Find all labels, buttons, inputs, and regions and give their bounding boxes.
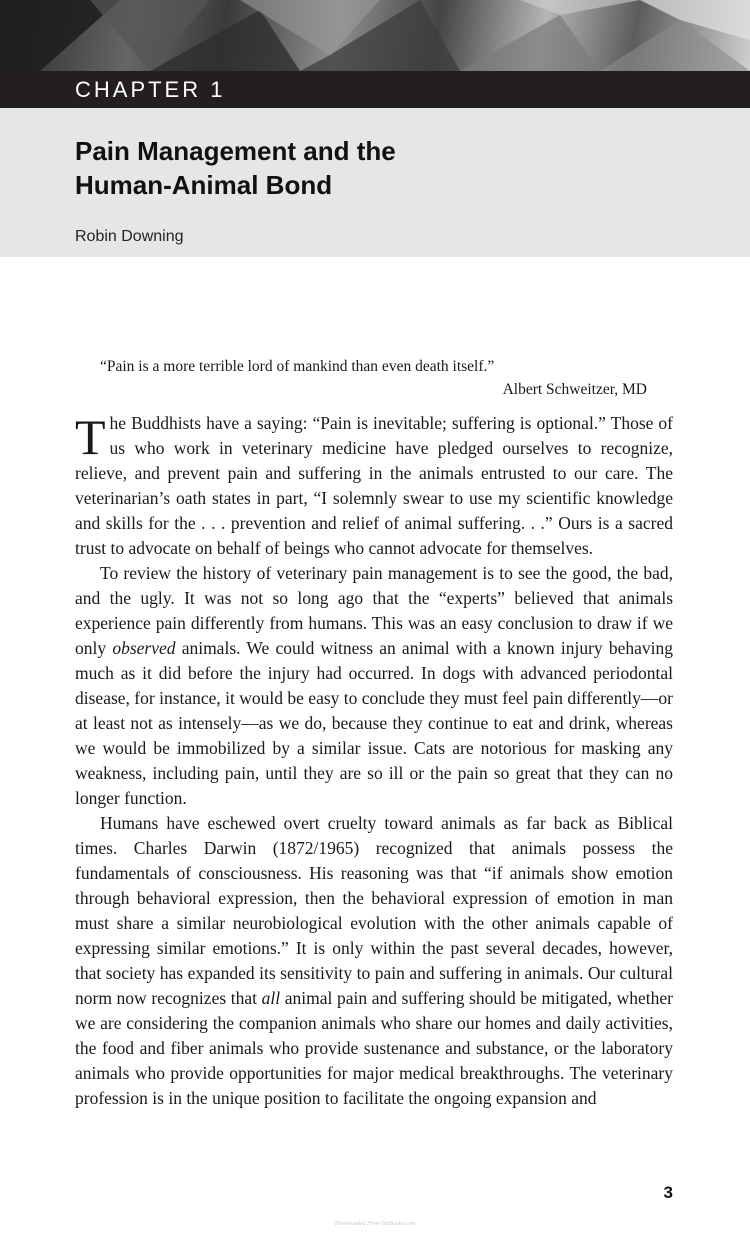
author-name: Robin Downing: [75, 228, 184, 245]
geometric-pattern-icon: [0, 0, 750, 71]
paragraph-1: [75, 411, 673, 561]
epigraph-attribution: Albert Schweitzer, MD: [502, 381, 647, 398]
paragraph-3: [75, 811, 673, 1111]
paragraph-2: [75, 561, 673, 811]
paragraph-3-text-a: Humans have eschewed overt cruelty toward animals as far back as Biblical times. Charles Darwin (1872/1965) recognized that animals possess the fundamentals of consciousness. His reasoning was that “if animals show emotion through behavioral expression, then the behavioral expression of emotion in man must share a similar neurobiological evolution with the other animals capable of expressing similar emotions.” It is only within the past several decades, however, that society has expanded its sensitivity to pain and suffering in animals. Our cultural norm now recognizes that: [75, 813, 673, 1008]
emphasis-observed: observed: [112, 638, 176, 658]
page-number: 3: [663, 1183, 673, 1202]
chapter-banner-graphic: [0, 0, 750, 71]
epigraph-quote: “Pain is a more terrible lord of mankind than even death itself.”: [100, 358, 495, 375]
chapter-title-line-1: Pain Management and the: [75, 136, 396, 166]
chapter-bar: [0, 71, 750, 108]
chapter-body: [75, 411, 673, 1111]
paragraph-1-text: he Buddhists have a saying: “Pain is inevitable; suffering is optional.” Those of us who work in veterinary medicine have pledged ourselves to recognize, relieve, and prevent pain and suffering in the animals entrusted to our care. The veterinarian’s oath states in part, “I solemnly swear to use my scientific knowledge and skills for the . . . prevention and relief of animal suffering. . .” Ours is a sacred trust to advocate on behalf of beings who cannot advocate for themselves.: [75, 413, 673, 558]
chapter-title: [75, 134, 396, 202]
drop-cap: T: [75, 409, 106, 465]
watermark-text: Downloaded From VetBooks.com: [334, 1221, 416, 1227]
paragraph-3-text-b: animal pain and suffering should be mitigated, whether we are considering the companion animals who share our homes and daily activities, the food and fiber animals who provide sustenance and substance, or the laboratory animals who provide opportunities for major medical breakthroughs. The veterinary profession is in the unique position to facilitate the ongoing expansion and: [75, 988, 674, 1108]
chapter-title-line-2: Human-Animal Bond: [75, 170, 333, 200]
chapter-label: CHAPTER 1: [75, 77, 226, 102]
emphasis-all: all: [261, 988, 281, 1008]
paragraph-2-text-a: To review the history of veterinary pain management is to see the good, the bad, and the ugly. It was not so long ago that the “experts” believed that animals experience pain differently from humans. This was an easy conclusion to draw if we only: [75, 563, 673, 658]
title-panel: [0, 108, 750, 257]
epigraph: [100, 355, 650, 401]
paragraph-2-text-b: animals. We could witness an animal with a known injury behaving much as it did before the injury had occurred. In dogs with advanced periodontal disease, for instance, it would be easy to conclude they must feel pain differently—or at least not as intensely—as we do, because they continue to eat and drink, whereas we would be immobilized by a similar issue. Cats are notorious for masking any weakness, including pain, until they are so ill or the pain so great that they can no longer function.: [75, 638, 673, 808]
